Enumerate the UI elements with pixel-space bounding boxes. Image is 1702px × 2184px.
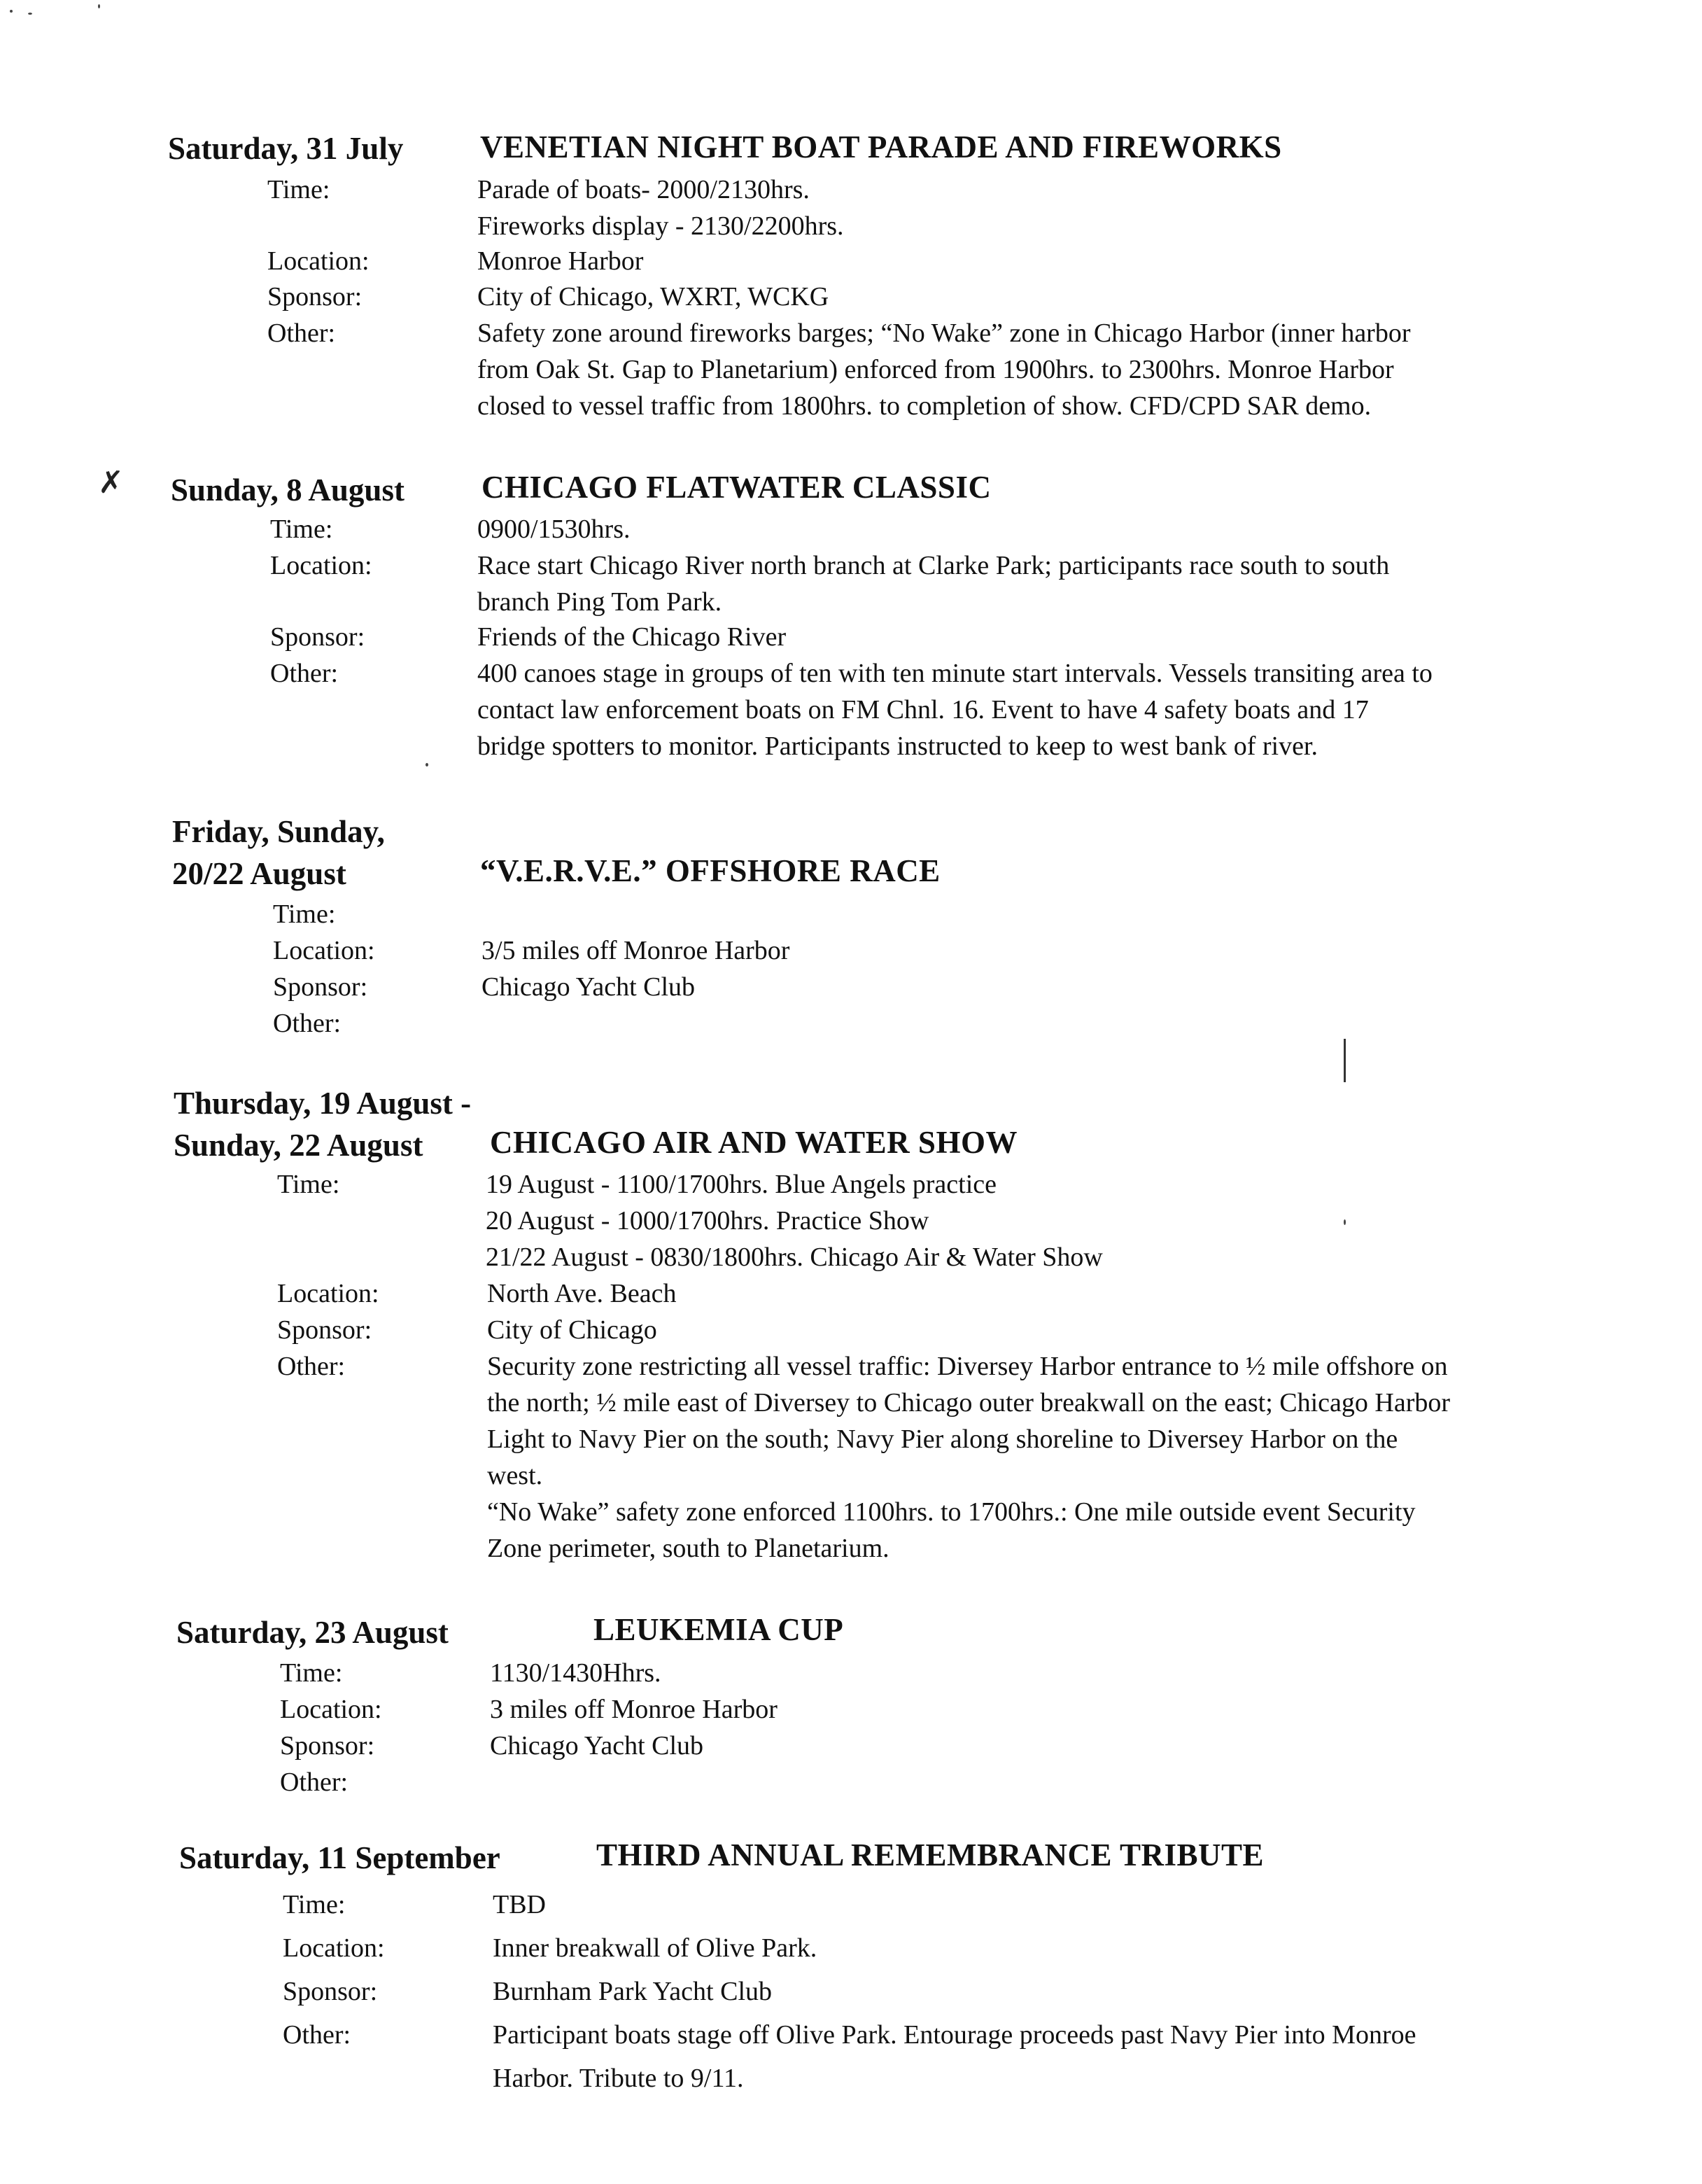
scan-speck: [1344, 1219, 1346, 1225]
sponsor-label: Sponsor:: [283, 1977, 378, 2006]
location-value: Race start Chicago River north branch at Clarke Park; participants race south to south branch Ping Tom Park.: [477, 551, 1390, 617]
sponsor-value: Chicago Yacht Club: [490, 1731, 704, 1760]
sponsor-value: Friends of the Chicago River: [477, 622, 787, 652]
other-label: Other:: [270, 659, 339, 688]
scan-speck: [10, 10, 13, 13]
sponsor-value: City of Chicago: [487, 1315, 657, 1345]
event-date: Sunday, 8 August: [171, 472, 405, 507]
location-label: Location:: [280, 1695, 382, 1724]
time-label: Time:: [277, 1170, 340, 1199]
event-date: Saturday, 11 September: [179, 1840, 500, 1875]
sponsor-label: Sponsor:: [280, 1731, 375, 1760]
other-label: Other:: [267, 318, 336, 348]
location-label: Location:: [273, 936, 375, 965]
sponsor-label: Sponsor:: [277, 1315, 372, 1345]
time-value: 0900/1530hrs.: [477, 514, 631, 544]
event-title: “V.E.R.V.E.” OFFSHORE RACE: [480, 853, 941, 888]
location-label: Location:: [270, 551, 372, 580]
location-value: Monroe Harbor: [477, 246, 644, 276]
scan-speck: [426, 763, 428, 766]
event-title: CHICAGO AIR AND WATER SHOW: [490, 1125, 1018, 1160]
location-label: Location:: [277, 1279, 379, 1308]
location-value: Inner breakwall of Olive Park.: [493, 1933, 817, 1963]
sponsor-value: Chicago Yacht Club: [481, 972, 696, 1002]
sponsor-value: Burnham Park Yacht Club: [493, 1977, 772, 2006]
location-value: 3/5 miles off Monroe Harbor: [481, 936, 790, 965]
sponsor-value: City of Chicago, WXRT, WCKG: [477, 282, 829, 312]
stray-line-mark: [1344, 1039, 1346, 1082]
location-value: 3 miles off Monroe Harbor: [490, 1695, 778, 1724]
event-date: Saturday, 31 July: [168, 131, 404, 166]
other-value: Participant boats stage off Olive Park. Entourage proceeds past Navy Pier into Monroe Harbor. Tribute to 9/11.: [493, 2020, 1416, 2093]
event-title: LEUKEMIA CUP: [593, 1612, 844, 1647]
location-label: Location:: [283, 1933, 385, 1963]
time-label: Time:: [283, 1890, 346, 1919]
time-value: 1130/1430Hhrs.: [490, 1658, 661, 1688]
other-label: Other:: [283, 2020, 351, 2050]
sponsor-label: Sponsor:: [273, 972, 368, 1002]
event-title: VENETIAN NIGHT BOAT PARADE AND FIREWORKS: [480, 130, 1282, 164]
location-value: North Ave. Beach: [487, 1279, 677, 1308]
sponsor-label: Sponsor:: [270, 622, 365, 652]
other-label: Other:: [273, 1009, 342, 1038]
sponsor-label: Sponsor:: [267, 282, 363, 312]
time-label: Time:: [280, 1658, 343, 1688]
scan-speck: [28, 13, 32, 15]
other-label: Other:: [277, 1352, 346, 1381]
location-label: Location:: [267, 246, 370, 276]
other-value: Security zone restricting all vessel traffic: Diversey Harbor entrance to ½ mile offshore on the north; ½ mile east of Diversey to Chicago outer breakwall on the east; Chicago Harbor Light to Navy Pier on the south; Navy Pier along shoreline to Diversey Harbor on the west. “No Wake” safety zone enforced 1100hrs. to 1700hrs.: One mile outside event Security Zone perimeter, south to Planetarium.: [487, 1352, 1451, 1563]
event-title: CHICAGO FLATWATER CLASSIC: [481, 470, 992, 505]
event-date: Friday, Sunday, 20/22 August: [172, 814, 385, 891]
event-title: THIRD ANNUAL REMEMBRANCE TRIBUTE: [596, 1837, 1265, 1872]
other-value: Safety zone around fireworks barges; “No Wake” zone in Chicago Harbor (inner harbor from Oak St. Gap to Planetarium) enforced from 1900hrs. to 2300hrs. Monroe Harbor closed to vessel traffic from 1800hrs. to completion of show. CFD/CPD SAR demo.: [477, 318, 1411, 421]
other-label: Other:: [280, 1768, 349, 1797]
other-value: 400 canoes stage in groups of ten with ten minute start intervals. Vessels transiting area to contact law enforcement boats on FM Chnl. 16. Event to have 4 safety boats and 17 bridge spotters to monitor. Participants instructed to keep to west bank of river.: [477, 659, 1433, 761]
event-date: Saturday, 23 August: [176, 1615, 449, 1650]
time-value: 19 August - 1100/1700hrs. Blue Angels practice 20 August - 1000/1700hrs. Practice Show 21/22 August - 0830/1800hrs. Chicago Air & Water Show: [486, 1170, 1103, 1272]
margin-check-mark: ✗: [98, 465, 124, 500]
time-label: Time:: [267, 175, 330, 204]
time-value: Parade of boats- 2000/2130hrs. Fireworks display - 2130/2200hrs.: [477, 175, 844, 241]
time-label: Time:: [273, 899, 336, 929]
time-value: TBD: [493, 1890, 546, 1919]
scan-speck: [98, 4, 100, 8]
event-date: Thursday, 19 August - Sunday, 22 August: [174, 1086, 472, 1163]
time-label: Time:: [270, 514, 333, 544]
